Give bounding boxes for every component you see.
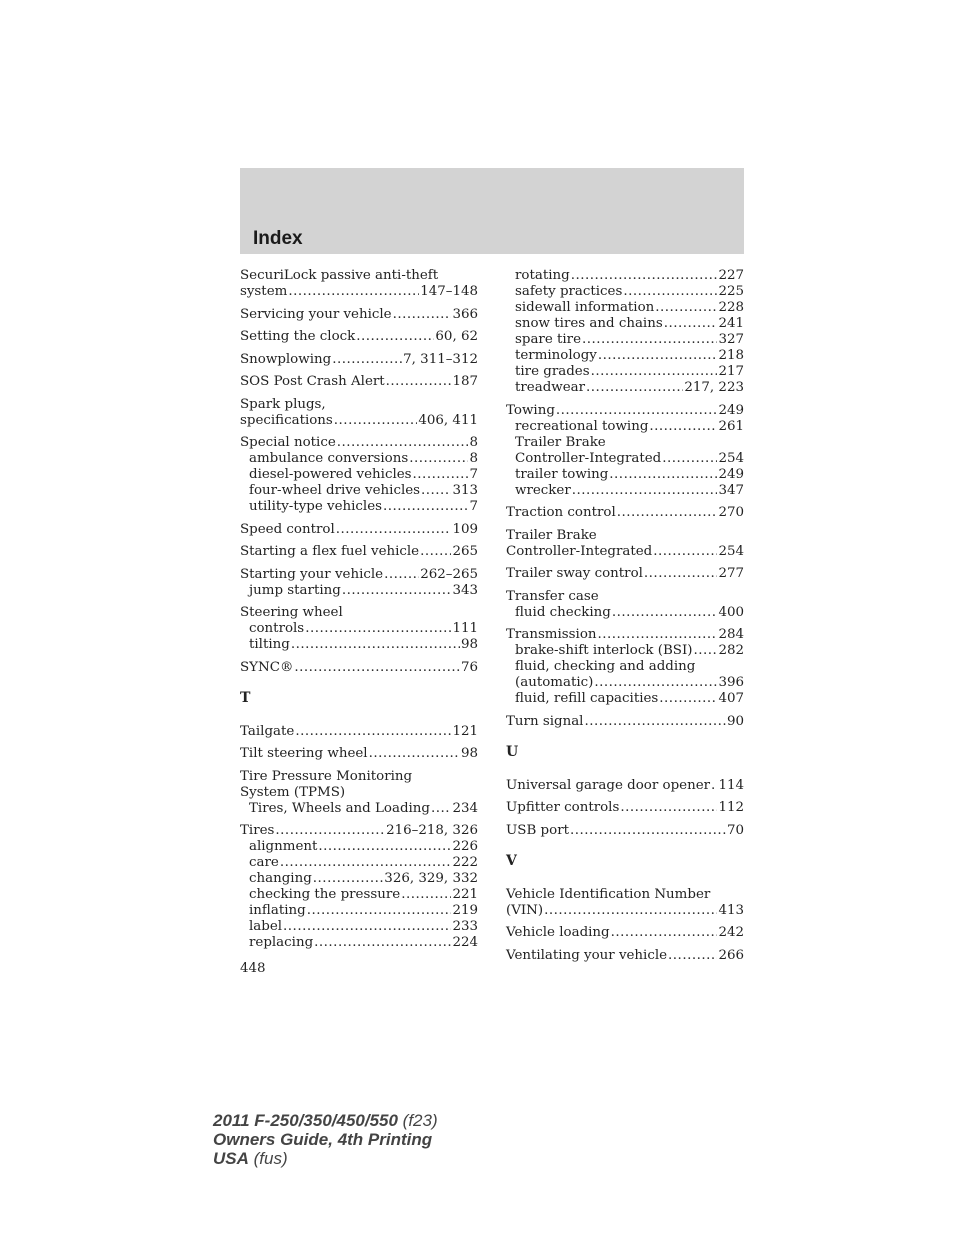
page-reference: 8: [469, 435, 478, 450]
page-reference: 90: [726, 713, 744, 729]
footer-region: USA: [213, 1149, 249, 1168]
index-term: fluid, refill capacities: [515, 691, 659, 706]
dot-leader: [609, 467, 717, 483]
index-term: SYNC®: [240, 659, 294, 675]
page-reference: 221: [452, 887, 478, 902]
index-term: changing: [249, 871, 312, 886]
index-term: tilting: [249, 637, 290, 652]
dot-leader: [572, 483, 718, 499]
index-subentry-line: [506, 691, 744, 707]
index-term: wrecker: [515, 482, 571, 498]
dot-leader: [307, 903, 452, 919]
index-entry: [240, 307, 478, 323]
index-subentry-line: [506, 268, 744, 284]
index-entry: [240, 823, 478, 951]
page-reference: 254: [718, 450, 744, 466]
footer-publication-info: [213, 1111, 438, 1168]
index-subentry-line: [240, 637, 478, 653]
index-term: Vehicle Identification Number: [506, 886, 711, 902]
page-reference: 249: [718, 402, 744, 418]
index-term: Transmission: [506, 627, 597, 642]
footer-model-code: (f23): [397, 1111, 438, 1130]
dot-leader: [620, 800, 717, 816]
index-term: brake-shift interlock (BSI): [515, 643, 693, 658]
index-subentry-line: [240, 451, 478, 467]
index-term: alignment: [249, 839, 318, 854]
page-reference: 277: [718, 566, 744, 581]
index-column-right: [506, 268, 744, 970]
index-entry: [506, 714, 744, 730]
dot-leader: [336, 522, 452, 538]
dot-leader: [668, 948, 717, 964]
index-entry-line: [506, 948, 744, 964]
page-reference: 270: [718, 505, 744, 520]
page-reference: 114: [718, 777, 744, 793]
index-entry-line: [240, 785, 478, 801]
index-entry-line: [506, 589, 744, 605]
index-entry: [506, 403, 744, 499]
index-term: Tilt steering wheel: [240, 746, 368, 761]
page-reference: 347: [718, 482, 744, 498]
index-term: Upfitter controls: [506, 800, 620, 815]
dot-leader: [571, 268, 718, 284]
index-entry-line: [240, 544, 478, 560]
dot-leader: [337, 435, 469, 451]
page-reference: 109: [452, 521, 478, 537]
page-reference: 7, 311–312: [403, 351, 478, 367]
index-entry: [506, 800, 744, 816]
footer-line-1: [213, 1111, 438, 1130]
page-reference: 406, 411: [418, 412, 478, 428]
page-reference: 284: [718, 627, 744, 642]
dot-leader: [664, 316, 718, 332]
page-reference: 111: [452, 621, 478, 636]
footer-region-code: (fus): [248, 1149, 288, 1168]
index-entry: [506, 823, 744, 839]
dot-leader: [409, 451, 468, 467]
index-entry-line: [506, 403, 744, 419]
dot-leader: [295, 724, 451, 740]
page-reference: 326, 329, 332: [384, 871, 478, 886]
page-reference: 266: [718, 947, 744, 963]
index-entry: [240, 268, 478, 300]
index-entry: [240, 522, 478, 538]
page-reference: 282: [718, 643, 744, 658]
index-subentry-line: [240, 467, 478, 483]
index-term: System (TPMS): [240, 784, 346, 800]
page-reference: 400: [718, 604, 744, 620]
page-reference: 262–265: [420, 566, 478, 582]
page-reference: 7: [469, 499, 478, 514]
index-term: (automatic): [515, 675, 594, 690]
index-term: label: [249, 919, 283, 934]
index-term: fluid, checking and adding: [515, 659, 696, 674]
dot-leader: [659, 691, 717, 707]
index-term: Setting the clock: [240, 329, 356, 344]
index-entry-line: [240, 374, 478, 390]
page-reference: 233: [452, 919, 478, 934]
index-subentry-line: [506, 467, 744, 483]
index-term: trailer towing: [515, 466, 609, 482]
index-subentry-line: [240, 871, 478, 887]
index-entry: [506, 948, 744, 964]
index-subentry-line: [240, 801, 478, 817]
index-subentry-line: [506, 605, 744, 621]
index-entry: [240, 374, 478, 390]
page-reference: 98: [460, 746, 478, 761]
index-entry-line: [240, 605, 478, 621]
dot-leader: [305, 621, 451, 637]
page-reference: 327: [718, 332, 744, 347]
dot-leader: [332, 352, 402, 368]
index-entry-line: [506, 714, 744, 730]
page-reference: 242: [718, 925, 744, 940]
index-entry-line: [240, 307, 478, 323]
dot-leader: [313, 871, 384, 887]
index-subentry-line: [506, 483, 744, 499]
index-term: Traction control: [506, 505, 616, 520]
index-subentry-line: [240, 903, 478, 919]
dot-leader: [556, 403, 718, 419]
index-term: USB port: [506, 822, 569, 838]
index-entry: [240, 746, 478, 762]
index-term: Towing: [506, 402, 555, 418]
index-term: utility-type vehicles: [249, 499, 382, 514]
dot-leader: [401, 887, 451, 903]
index-term: Vehicle loading: [506, 925, 610, 940]
dot-leader: [611, 925, 718, 941]
dot-leader: [594, 675, 717, 691]
index-entry-line: [240, 660, 478, 676]
page-reference: 222: [452, 855, 478, 870]
section-header-band: [240, 168, 744, 254]
index-entry-line: [240, 823, 478, 839]
page-reference: 227: [718, 268, 744, 283]
dot-leader: [275, 823, 385, 839]
index-subentry-line: [506, 348, 744, 364]
index-entry-line: [240, 413, 478, 429]
dot-leader: [386, 374, 452, 390]
dot-leader: [586, 380, 683, 396]
page-reference: 228: [718, 300, 744, 315]
index-entry-line: [506, 925, 744, 941]
index-entry-line: [240, 435, 478, 451]
index-term: Starting a flex fuel vehicle: [240, 544, 420, 559]
index-term: checking the pressure: [249, 887, 401, 902]
index-entry: [506, 268, 744, 396]
page-reference: 249: [718, 466, 744, 482]
index-subentry-line: [506, 284, 744, 300]
dot-leader: [283, 919, 451, 935]
page-reference: 407: [718, 691, 744, 706]
index-subentry-line: [506, 435, 744, 451]
index-term: Starting your vehicle: [240, 566, 384, 582]
index-entry: [240, 397, 478, 429]
index-entry: [240, 544, 478, 560]
dot-leader: [662, 451, 717, 467]
index-entry-line: [240, 329, 478, 345]
index-entry-line: [240, 284, 478, 300]
dot-leader: [318, 839, 451, 855]
page-reference: 313: [452, 483, 478, 498]
dot-leader: [649, 419, 717, 435]
page-reference: 226: [452, 839, 478, 854]
index-column-left: [240, 268, 478, 958]
index-entry: [506, 528, 744, 560]
index-entry-line: [506, 566, 744, 582]
index-entry-line: [506, 800, 744, 816]
footer-model: 2011 F-250/350/450/550: [213, 1111, 398, 1130]
index-term: care: [249, 855, 279, 870]
index-term: fluid checking: [515, 604, 611, 620]
page-reference: 413: [718, 902, 744, 918]
index-subentry-line: [506, 419, 744, 435]
page-reference: 98: [460, 637, 478, 652]
index-letter-heading: V: [506, 852, 517, 869]
index-term: terminology: [515, 348, 597, 363]
index-entry: [506, 566, 744, 582]
page-reference: 112: [718, 800, 744, 815]
footer-line-3: [213, 1149, 438, 1168]
dot-leader: [383, 499, 468, 515]
index-entry-line: [240, 352, 478, 368]
index-term: Ventilating your vehicle: [506, 947, 668, 963]
index-subentry-line: [506, 659, 744, 675]
index-entry: [240, 724, 478, 740]
index-term: Tires: [240, 823, 275, 838]
dot-leader: [431, 801, 451, 817]
index-entry-line: [506, 505, 744, 521]
index-term: Special notice: [240, 435, 336, 450]
page-reference: 224: [452, 935, 478, 950]
page-reference: 217, 223: [684, 380, 744, 395]
index-entry-line: [240, 567, 478, 583]
dot-leader: [570, 823, 726, 839]
index-letter-heading: U: [506, 743, 519, 760]
page-reference: 234: [452, 800, 478, 816]
dot-leader: [584, 714, 725, 730]
page-reference: 217: [718, 364, 744, 379]
dot-leader: [644, 566, 718, 582]
index-subentry-line: [240, 855, 478, 871]
dot-leader: [288, 284, 419, 300]
index-entry: [506, 887, 744, 919]
index-term: jump starting: [249, 582, 341, 598]
index-entry: [240, 769, 478, 817]
dot-leader: [421, 483, 451, 499]
section-title: Index: [253, 228, 303, 249]
index-entry: [240, 660, 478, 676]
index-term: recreational towing: [515, 418, 649, 434]
dot-leader: [356, 329, 434, 345]
page-number: 448: [240, 961, 266, 976]
index-term: Steering wheel: [240, 605, 343, 620]
dot-leader: [384, 567, 419, 583]
index-term: ambulance conversions: [249, 451, 409, 466]
dot-leader: [582, 332, 717, 348]
dot-leader: [623, 284, 717, 300]
index-term: rotating: [515, 268, 570, 283]
index-term: Servicing your vehicle: [240, 306, 392, 322]
dot-leader: [655, 300, 717, 316]
index-term: controls: [249, 621, 305, 636]
index-entry-line: [240, 268, 478, 284]
page-reference: 147–148: [420, 284, 478, 299]
index-subentry-line: [240, 583, 478, 599]
index-entry: [506, 925, 744, 941]
index-subentry-line: [506, 364, 744, 380]
index-letter-heading: T: [240, 689, 251, 706]
index-subentry-line: [240, 887, 478, 903]
index-term: Universal garage door opener: [506, 777, 711, 793]
dot-leader: [598, 348, 718, 364]
index-entry: [240, 329, 478, 345]
index-subentry-line: [240, 621, 478, 637]
page-reference: 225: [718, 284, 744, 299]
dot-leader: [544, 903, 717, 919]
index-entry: [506, 778, 744, 794]
index-entry: [240, 567, 478, 599]
page-reference: 366: [452, 306, 478, 322]
index-entry-line: [506, 887, 744, 903]
index-entry-line: [240, 522, 478, 538]
index-entry-line: [240, 397, 478, 413]
dot-leader: [334, 413, 418, 429]
index-term: system: [240, 284, 288, 299]
dot-leader: [294, 660, 460, 676]
index-entry-line: [506, 778, 744, 794]
index-term: Tailgate: [240, 723, 295, 739]
index-term: Tire Pressure Monitoring: [240, 768, 413, 784]
index-subentry-line: [506, 675, 744, 691]
page-reference: 60, 62: [435, 329, 478, 344]
index-subentry-line: [240, 935, 478, 951]
dot-leader: [711, 778, 717, 794]
page-reference: 76: [460, 659, 478, 675]
page-reference: 343: [452, 582, 478, 598]
index-entry: [506, 505, 744, 521]
dot-leader: [393, 307, 452, 323]
index-entry: [240, 352, 478, 368]
dot-leader: [291, 637, 460, 653]
index-term: snow tires and chains: [515, 316, 663, 331]
index-term: Trailer Brake: [515, 434, 606, 450]
index-term: Controller-Integrated: [515, 450, 662, 466]
index-term: four-wheel drive vehicles: [249, 483, 421, 498]
index-term: SOS Post Crash Alert: [240, 374, 385, 389]
page-reference: 70: [726, 822, 744, 838]
index-subentry-line: [506, 643, 744, 659]
index-term: replacing: [249, 935, 314, 950]
index-subentry-line: [240, 499, 478, 515]
index-term: Turn signal: [506, 713, 584, 729]
dot-leader: [420, 544, 451, 560]
index-entry-line: [506, 627, 744, 643]
page-reference: 8: [469, 451, 478, 466]
index-term: sidewall information: [515, 300, 655, 315]
index-term: Snowplowing: [240, 351, 332, 367]
index-entry-line: [506, 528, 744, 544]
dot-leader: [413, 467, 469, 483]
page-reference: 216–218, 326: [386, 823, 478, 838]
index-term: Controller-Integrated: [506, 543, 653, 559]
index-subentry-line: [506, 300, 744, 316]
index-term: tire grades: [515, 364, 590, 379]
index-term: inflating: [249, 903, 306, 918]
dot-leader: [693, 643, 717, 659]
index-term: Trailer sway control: [506, 566, 643, 581]
index-subentry-line: [240, 919, 478, 935]
page-reference: 7: [469, 467, 478, 482]
footer-line-2: Owners Guide, 4th Printing: [213, 1130, 433, 1149]
dot-leader: [591, 364, 718, 380]
index-term: Trailer Brake: [506, 527, 597, 543]
index-entry-line: [240, 769, 478, 785]
dot-leader: [617, 505, 718, 521]
dot-leader: [598, 627, 718, 643]
index-entry: [506, 589, 744, 621]
index-term: specifications: [240, 412, 333, 428]
index-term: Spark plugs,: [240, 396, 326, 412]
index-entry-line: [506, 544, 744, 560]
index-subentry-line: [506, 332, 744, 348]
index-term: diesel-powered vehicles: [249, 467, 412, 482]
index-entry-line: [506, 823, 744, 839]
index-term: safety practices: [515, 284, 623, 299]
dot-leader: [342, 583, 452, 599]
dot-leader: [369, 746, 460, 762]
index-subentry-line: [506, 316, 744, 332]
page-reference: 265: [452, 544, 478, 559]
index-term: (VIN): [506, 902, 544, 918]
index-subentry-line: [240, 483, 478, 499]
page-reference: 254: [718, 543, 744, 559]
index-subentry-line: [240, 839, 478, 855]
page-reference: 121: [452, 723, 478, 739]
index-term: treadwear: [515, 380, 586, 395]
index-entry: [506, 627, 744, 707]
index-subentry-line: [506, 451, 744, 467]
dot-leader: [280, 855, 452, 871]
index-subentry-line: [506, 380, 744, 396]
page-reference: 396: [718, 675, 744, 690]
index-entry-line: [240, 724, 478, 740]
index-entry-line: [506, 903, 744, 919]
index-entry: [240, 605, 478, 653]
index-term: Transfer case: [506, 588, 599, 604]
dot-leader: [653, 544, 717, 560]
page-reference: 187: [452, 374, 478, 389]
page-reference: 218: [718, 348, 744, 363]
page-reference: 261: [718, 418, 744, 434]
dot-leader: [314, 935, 451, 951]
page-reference: 241: [718, 316, 744, 331]
index-term: Tires, Wheels and Loading: [249, 800, 430, 816]
index-term: SecuriLock passive anti-theft: [240, 268, 439, 283]
page-reference: 219: [452, 903, 478, 918]
index-term: Speed control: [240, 521, 335, 537]
index-entry-line: [240, 746, 478, 762]
dot-leader: [612, 605, 718, 621]
index-term: spare tire: [515, 332, 581, 347]
index-entry: [240, 435, 478, 515]
